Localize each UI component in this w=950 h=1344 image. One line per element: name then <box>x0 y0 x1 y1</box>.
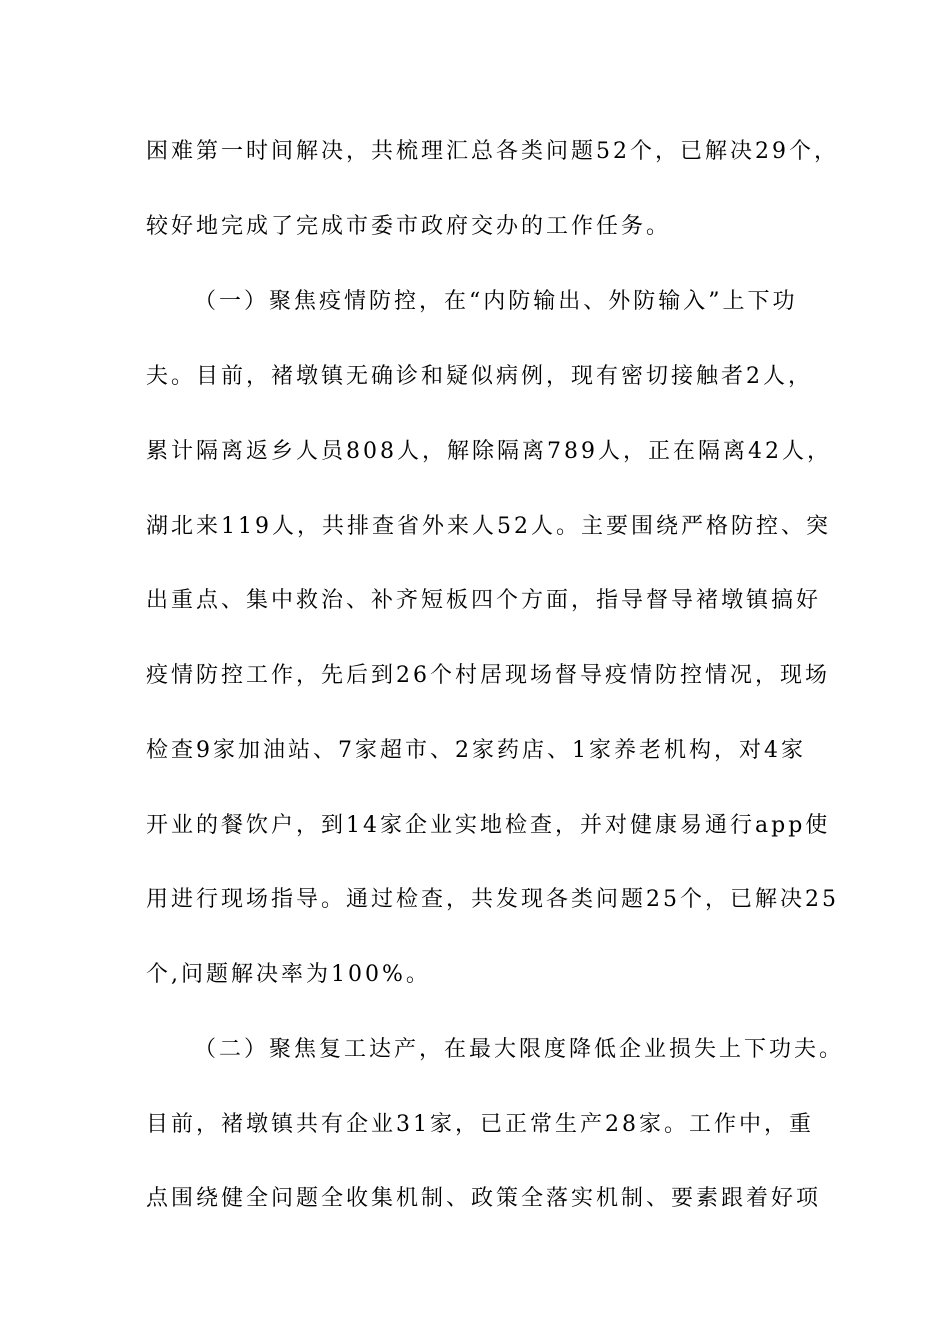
body-text-line: 出重点、集中救治、补齐短板四个方面，指导督导褚墩镇搞好 <box>146 588 822 613</box>
body-text-line: 用进行现场指导。通过检查，共发现各类问题25个，已解决25 <box>146 887 839 912</box>
section-heading-line: （二）聚焦复工达产，在最大限度降低企业损失上下功夫。 <box>194 1037 845 1062</box>
body-text-line: 点围绕健全问题全收集机制、政策全落实机制、要素跟着好项 <box>146 1186 822 1211</box>
body-text-line: 检查9家加油站、7家超市、2家药店、1家养老机构，对4家 <box>146 738 806 763</box>
body-text-line: 目前，褚墩镇共有企业31家，已正常生产28家。工作中，重 <box>146 1112 814 1137</box>
body-text-line: 个,问题解决率为100%。 <box>146 962 431 987</box>
body-text-line: 累计隔离返乡人员808人，解除隔离789人，正在隔离42人， <box>146 439 832 464</box>
body-text-line: 较好地完成了完成市委市政府交办的工作任务。 <box>146 214 672 239</box>
body-text-line: 开业的餐饮户，到14家企业实地检查，并对健康易通行app使 <box>146 813 831 838</box>
body-text-line: 疫情防控工作，先后到26个村居现场督导疫情防控情况，现场 <box>146 663 830 688</box>
body-text-line: 湖北来119人，共排查省外来人52人。主要围绕严格防控、突 <box>146 514 831 539</box>
body-text-line: 夫。目前，褚墩镇无确诊和疑似病例，现有密切接触者2人， <box>146 364 813 389</box>
section-heading-line: （一）聚焦疫情防控，在“内防输出、外防输入”上下功 <box>194 289 798 314</box>
body-text-line: 困难第一时间解决，共梳理汇总各类问题52个，已解决29个， <box>146 139 839 164</box>
